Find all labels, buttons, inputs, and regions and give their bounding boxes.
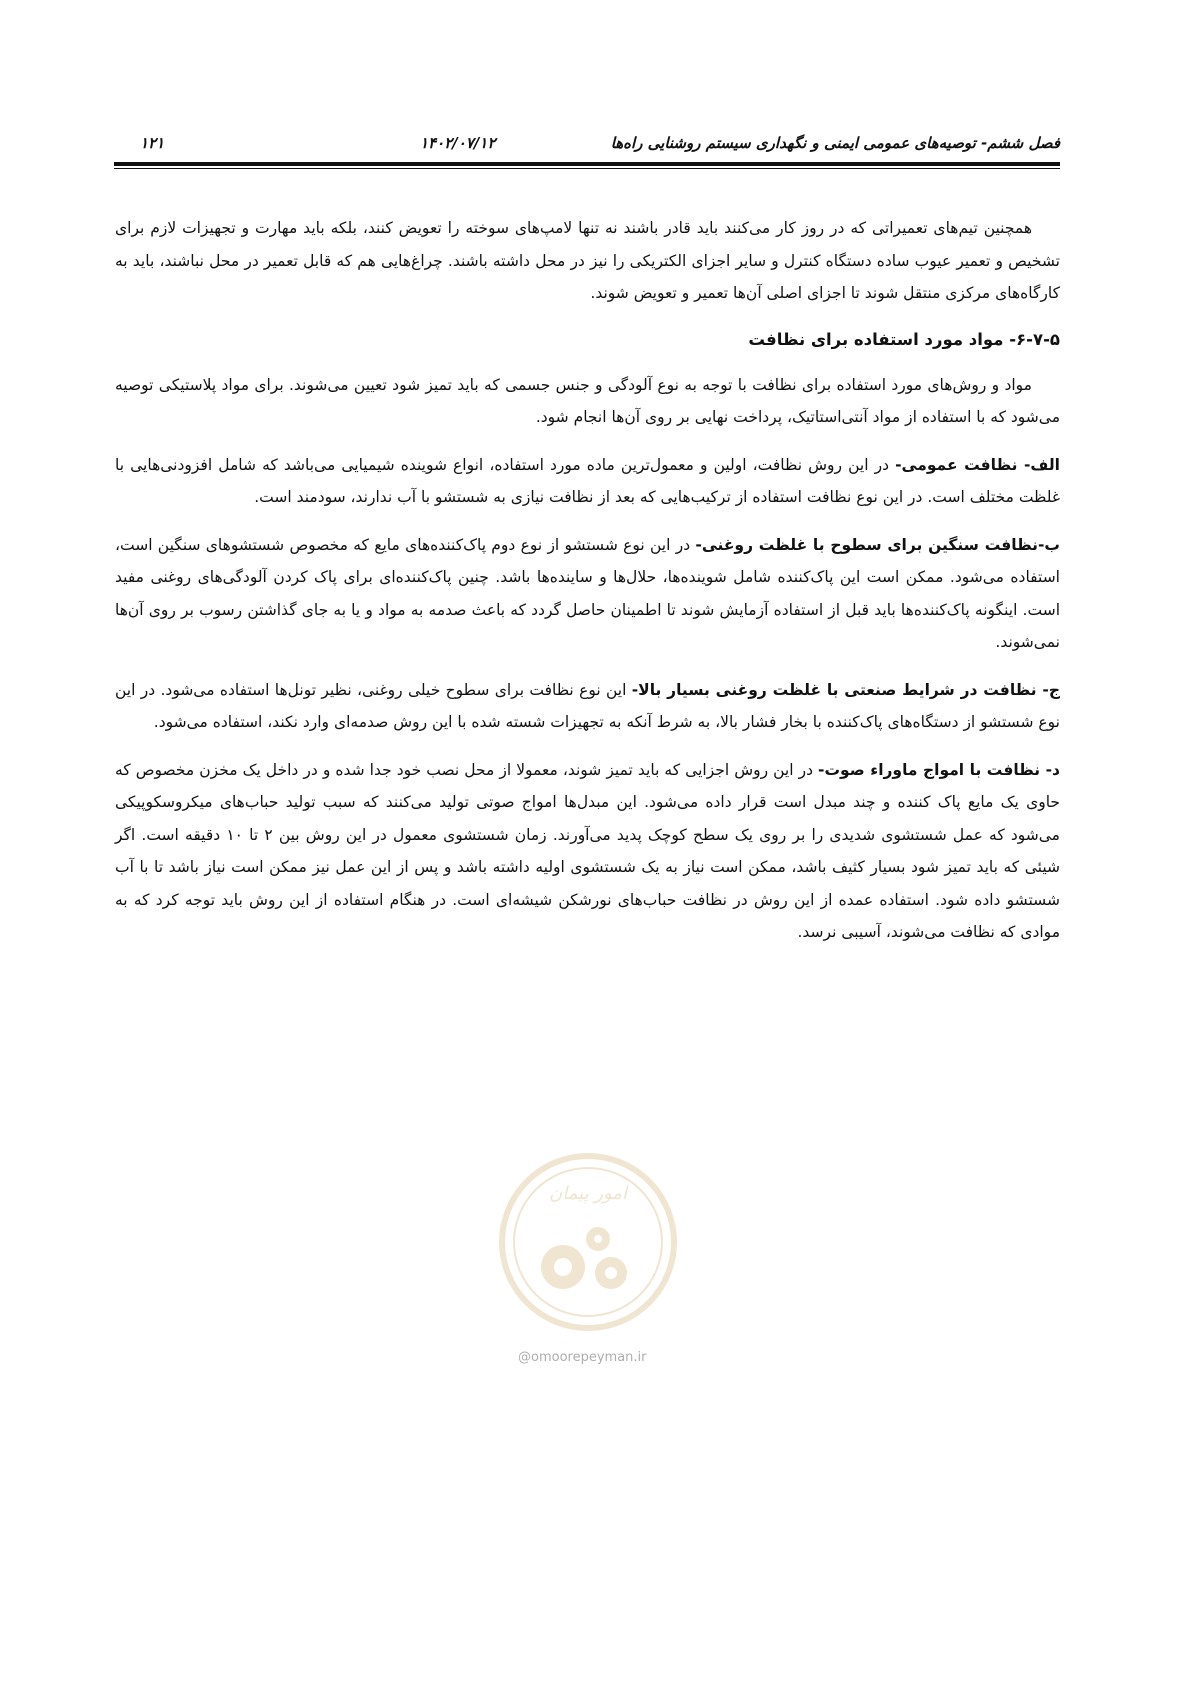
item-industrial-cleaning-text: این نوع نظافت برای سطوح خیلی روغنی، نظیر تونل‌ها استفاده می‌شود. در این نوع شستشو از دستگاه‌های پاک‌کننده با بخار فشار بالا، به شرط آنکه به تجهیزات شسته شده با این روش صدمه‌ای وارد نکند، استفاده می‌شود. (115, 680, 1060, 731)
watermark-site: @omoorepeyman.ir (518, 1350, 647, 1365)
paragraph-cleaning-materials: مواد و روش‌های مورد استفاده برای نظافت با توجه به نوع آلودگی و جنس جسمی که باید تمیز شود تعیین می‌شوند. برای مواد پلاستیکی توصیه می‌شود که با استفاده از مواد آنتی‌استاتیک، پرداخت نهایی بر روی آن‌ها انجام شود. (115, 375, 1060, 426)
item-general-cleaning-text: در این روش نظافت، اولین و معمول‌ترین ماده مورد استفاده، انواع شوینده شیمیایی می‌باشد که شامل افزودنی‌هایی با غلظت مختلف است. در این نوع نظافت استفاده از ترکیب‌هایی که بعد از نظافت نیازی به شستشو با آب ندارند، سودمند است. (115, 455, 1060, 506)
item-industrial-cleaning-title: ج- نظافت در شرایط صنعتی با غلظت روغنی بسیار بالا- (631, 680, 1060, 699)
item-heavy-cleaning (115, 529, 1060, 659)
item-ultrasonic-cleaning-text: در این روش اجزایی که باید تمیز شوند، معمولا از محل نصب خود جدا شده و در داخل یک مخزن مخصوص که حاوی یک مایع پاک کننده و چند مبدل است قرار داده می‌شود. این مبدل‌ها امواج صوتی تولید می‌کنند که سبب تولید حباب‌های میکروسکوپیکی می‌شود که عمل شستشوی شدیدی را بر روی یک سطح کوچک پدید می‌آورند. زمان شستشوی معمول در این روش بین ۲ تا ۱۰ دقیقه است. اگر شیئی که باید تمیز شود بسیار کثیف باشد، ممکن است نیاز به یک شستشوی اولیه داشته باشد و پس از این عمل نیز ممکن است نیاز باشد تا با آب شستشو داده شود. استفاده عمده از این روش در نظافت حباب‌های نورشکن شیشه‌ای است. در هنگام استفاده از این روش باید توجه کرد که به موادی که نظافت می‌شوند، آسیبی نرسد. (115, 760, 1060, 941)
header-rule-thick (114, 162, 1060, 166)
header-rule-thin (114, 168, 1060, 169)
paragraph-maintenance-teams: همچنین تیم‌های تعمیراتی که در روز کار می‌کنند باید قادر باشند نه تنها لامپ‌های سوخته را تعویض کنند، بلکه باید مهارت و تجهیزات لازم برای تشخیص و تعمیر عیوب ساده دستگاه کنترل و سایر اجزای الکتریکی را نیز در محل داشته باشند. چراغ‌هایی هم که قابل تعمیر در محل نباشند، باید به کارگاه‌های مرکزی منتقل شوند تا اجزای اصلی آن‌ها تعمیر و تعویض شوند. (115, 219, 1060, 302)
body-text (115, 212, 1060, 964)
item-industrial-cleaning (115, 674, 1060, 739)
item-ultrasonic-cleaning (115, 754, 1060, 949)
page-number: ۱۲۱ (140, 134, 165, 152)
watermark-logo-text: امور پیمان (549, 1183, 627, 1204)
item-ultrasonic-cleaning-title: د- نظافت با امواج ماوراء صوت- (818, 760, 1060, 779)
watermark-logo (493, 1147, 683, 1337)
item-general-cleaning (115, 449, 1060, 514)
page-header (115, 126, 1060, 160)
section-heading: ۶-۷-۵- مواد مورد استفاده برای نظافت (748, 329, 1060, 349)
chapter-title: فصل ششم- توصیه‌های عمومی ایمنی و نگهداری سیستم روشنایی راه‌ها (610, 134, 1060, 152)
item-general-cleaning-title: الف- نظافت عمومی- (895, 455, 1060, 474)
item-heavy-cleaning-title: ب-نظافت سنگین برای سطوح با غلظت روغنی- (695, 535, 1060, 554)
header-date: ۱۴۰۲/۰۷/۱۲ (420, 134, 496, 152)
item-heavy-cleaning-text: در این نوع شستشو از نوع دوم پاک‌کننده‌های مایع که مخصوص شستشوهای سنگین است، استفاده می‌شود. ممکن است این پاک‌کننده شامل شوینده‌ها، حلال‌ها و ساینده‌ها باشد. چنین پاک‌کننده‌ای برای پاک کردن آلودگی‌های روغنی مفید است. اینگونه پاک‌کننده‌ها باید قبل از استفاده آزمایش شوند تا اطمینان حاصل گردد که باعث صدمه به مواد و یا به جای گذاشتن رسوب بر روی آن‌ها نمی‌شوند. (115, 535, 1060, 651)
